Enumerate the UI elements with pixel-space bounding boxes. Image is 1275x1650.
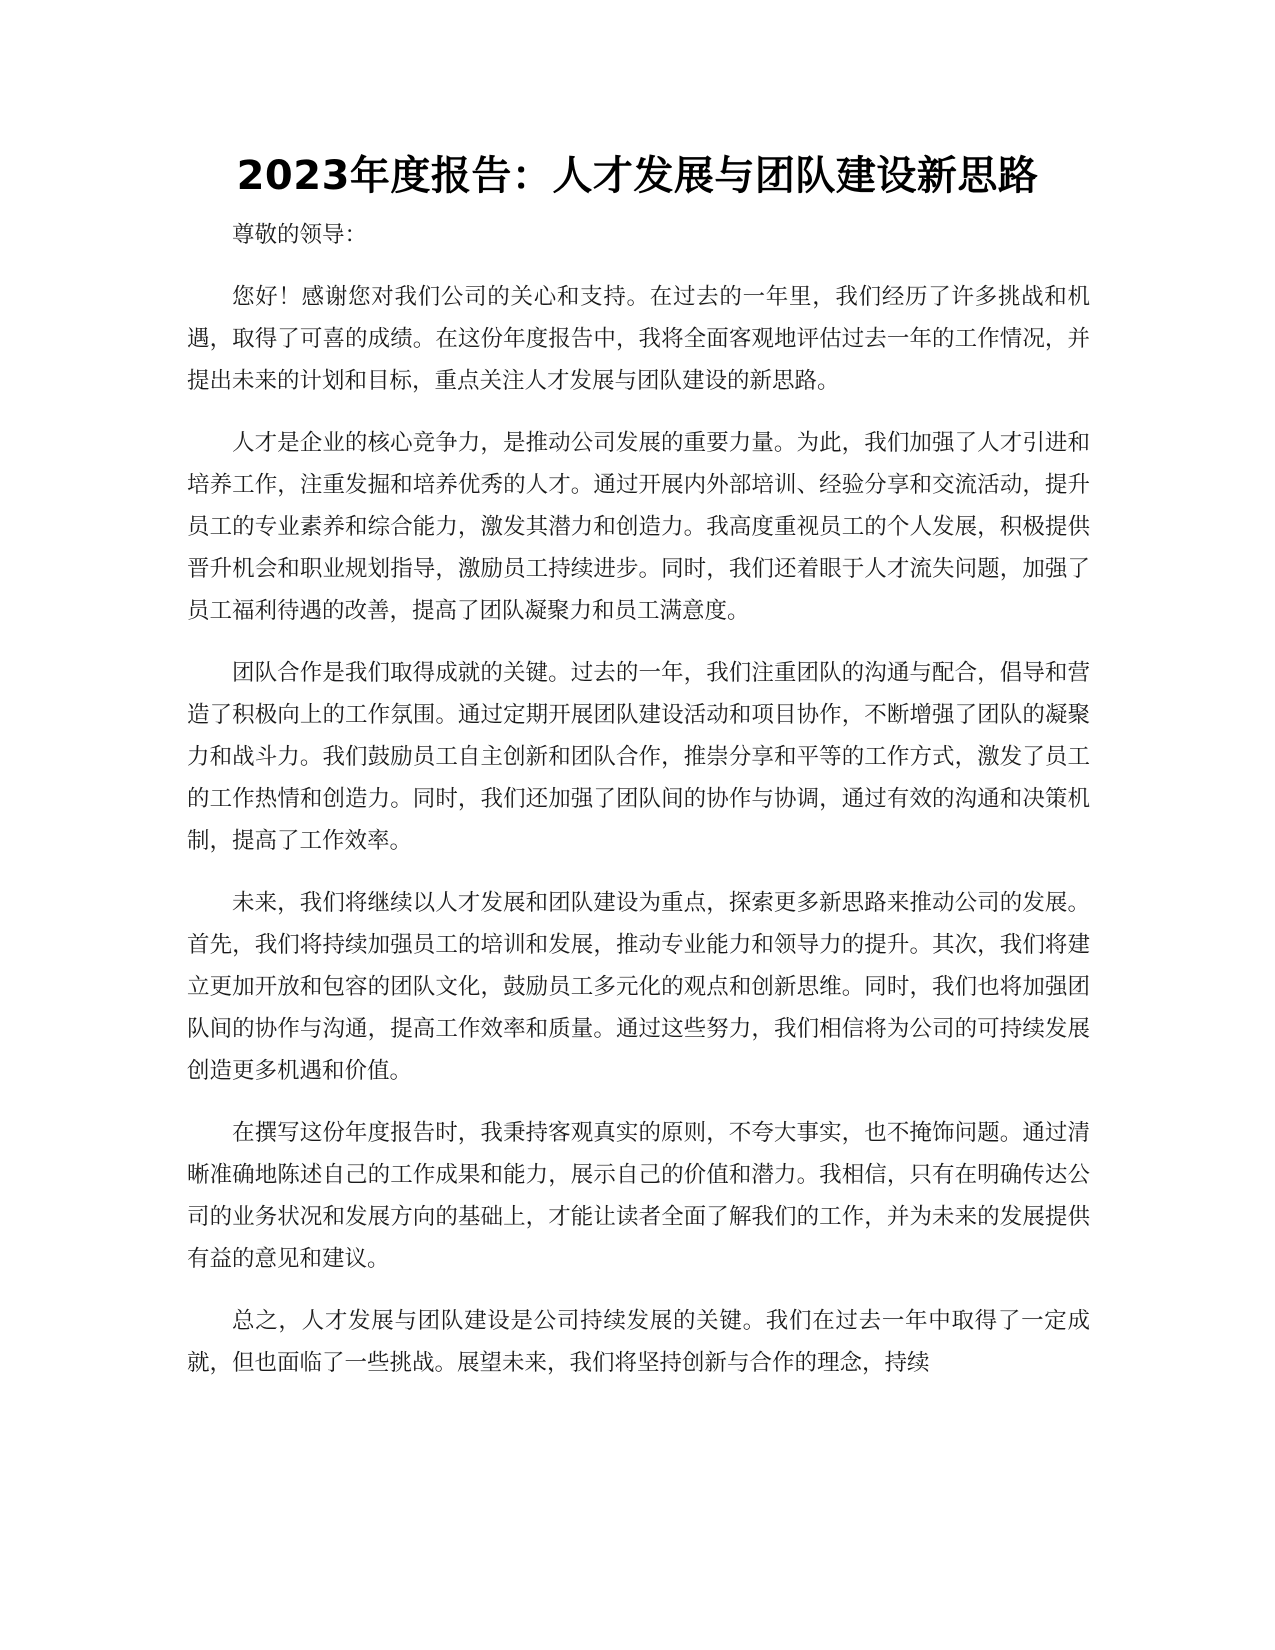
paragraph-talent: 人才是企业的核心竞争力，是推动公司发展的重要力量。为此，我们加强了人才引进和培养工作，注重发掘和培养优秀的人才。通过开展内外部培训、经验分享和交流活动，提升员工的专业素养和综合能力，激发其潜力和创造力。我高度重视员工的个人发展，积极提供晋升机会和职业规划指导，激励员工持续进步。同时，我们还着眼于人才流失问题，加强了员工福利待遇的改善，提高了团队凝聚力和员工满意度。 <box>187 430 1090 624</box>
document-title: 2023年度报告：人才发展与团队建设新思路 <box>236 153 1039 199</box>
paragraph-teamwork: 团队合作是我们取得成就的关键。过去的一年，我们注重团队的沟通与配合，倡导和营造了积极向上的工作氛围。通过定期开展团队建设活动和项目协作，不断增强了团队的凝聚力和战斗力。我们鼓励员工自主创新和团队合作，推崇分享和平等的工作方式，激发了员工的工作热情和创造力。同时，我们还加强了团队间的协作与协调，通过有效的沟通和决策机制，提高了工作效率。 <box>187 660 1090 854</box>
paragraph-principles: 在撰写这份年度报告时，我秉持客观真实的原则，不夸大事实，也不掩饰问题。通过清晰准确地陈述自己的工作成果和能力，展示自己的价值和潜力。我相信，只有在明确传达公司的业务状况和发展方向的基础上，才能让读者全面了解我们的工作，并为未来的发展提供有益的意见和建议。 <box>187 1120 1090 1272</box>
paragraph-greeting: 您好！感谢您对我们公司的关心和支持。在过去的一年里，我们经历了许多挑战和机遇，取得了可喜的成绩。在这份年度报告中，我将全面客观地评估过去一年的工作情况，并提出未来的计划和目标，重点关注人才发展与团队建设的新思路。 <box>187 284 1090 394</box>
paragraph-conclusion: 总之，人才发展与团队建设是公司持续发展的关键。我们在过去一年中取得了一定成就，但也面临了一些挑战。展望未来，我们将坚持创新与合作的理念，持续 <box>187 1308 1090 1376</box>
salutation: 尊敬的领导： <box>232 222 368 248</box>
paragraph-future: 未来，我们将继续以人才发展和团队建设为重点，探索更多新思路来推动公司的发展。首先，我们将持续加强员工的培训和发展，推动专业能力和领导力的提升。其次，我们将建立更加开放和包容的团队文化，鼓励员工多元化的观点和创新思维。同时，我们也将加强团队间的协作与沟通，提高工作效率和质量。通过这些努力，我们相信将为公司的可持续发展创造更多机遇和价值。 <box>187 890 1090 1084</box>
document-body <box>187 214 1090 1404</box>
